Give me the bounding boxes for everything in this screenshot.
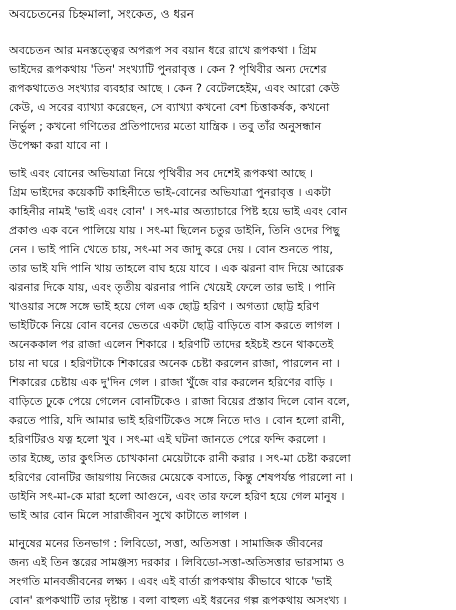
document-body bbox=[9, 41, 448, 610]
text-line: উপেক্ষা করা যাবে না । bbox=[9, 139, 108, 152]
paragraph bbox=[9, 164, 448, 525]
text-line: প্রকাণ্ড এক বনে পালিয়ে যায় । সৎ-মা ছিলেন চতুর ডাইনি, তিনি ওদের পিছু bbox=[9, 224, 340, 237]
text-line: হরিণটিরও যত্ন হলো খুব । সৎ-মা এই ঘটনা জানতে পেরে ফন্দি করলো । bbox=[9, 433, 326, 446]
text-line: জন্য এই তিন স্তরের সামঞ্জস্য দরকার । লিবিডো-সত্তা-অতিসত্তার ভারসাম্য ও bbox=[9, 556, 345, 569]
text-line: ভাই এবং বোনের অভিযাত্রা নিয়ে পৃথিবীর সব দেশেই রূপকথা আছে । bbox=[9, 167, 314, 180]
text-line: হরিণের বোনটির জায়গায় নিজের মেয়েকে বসাতে, কিন্তু শেষপর্যন্ত পারলো না । bbox=[9, 471, 354, 484]
text-line: তার ভাই যদি পানি খায় তাহলে বাঘ হয়ে যাবে । এক ঝরনা বাদ দিয়ে আরেক bbox=[9, 262, 344, 275]
text-line: অনেককাল পর রাজা এলেন শিকারে । হরিণটি তাদের হইচই শুনে থাকতেই bbox=[9, 338, 334, 351]
text-line: খাওয়ার সঙ্গে সঙ্গে ভাই হয়ে গেল এক ছোট্ট হরিণ । অগত্যা ছোট্ট হরিণ bbox=[9, 300, 320, 313]
paragraph bbox=[9, 41, 448, 155]
text-line: নেন । ভাই পানি খেতে চায়, সৎ-মা সব জাদু করে দেয় । বোন শুনতে পায়, bbox=[9, 243, 333, 256]
text-line: কাহিনীর নামই 'ভাই এবং বোন' । সৎ-মার অত্যাচারে পিষ্ট হয়ে ভাই এবং বোন bbox=[9, 205, 348, 218]
text-line: সংগতি মানবজীবনের লক্ষ্য । এবং এই বার্তা রূপকথায় কীভাবে থাকে 'ভাই bbox=[9, 575, 332, 588]
text-line: করতে পারি, যদি আমার ভাই হরিণটিকেও সঙ্গে নিতে দাও । বোন হলো রানী, bbox=[9, 414, 345, 427]
text-line: গ্রিম ভাইদের কয়েকটি কাহিনীতে ভাই-বোনের অভিযাত্রা পুনরাবৃত্ত । একটা bbox=[9, 186, 331, 199]
text-line: তার ইচ্ছে, তার কুৎসিত চোখকানা মেয়েটাকে রানী করার । সৎ-মা চেষ্টা করলো bbox=[9, 452, 351, 465]
text-line: ভাই আর বোন মিলে সারাজীবন সুখে কাটাতে লাগল । bbox=[9, 509, 247, 522]
document-title: অবচেতনের চিহ্নমালা, সংকেত, ও ধরন bbox=[9, 7, 194, 21]
text-line: রূপকথাতেও সংখ্যার ব্যবহার আছে । কেন ? বেটেলহেইম, এবং আরো কেউ bbox=[9, 82, 340, 95]
text-line: ঝরনার দিকে যায়, এবং তৃতীয় ঝরনার পানি খেয়েই ফেলে তার ভাই । পানি bbox=[9, 281, 336, 294]
text-line: বোন' রূপকথাটি তার দৃষ্টান্ত । বলা বাহুল্য এই ধরনের গল্প রূপকথায় অসংখ্য । bbox=[9, 594, 347, 607]
text-line: ডাইনি সৎ-মা-কে মারা হলো আগুনে, এবং তার ফলে হরিণ হয়ে গেল মানুষ । bbox=[9, 490, 345, 503]
text-line: মানুষের মনের তিনভাগ : লিবিডো, সত্তা, অতিসত্তা । সামাজিক জীবনের bbox=[9, 537, 323, 550]
text-line: অবচেতন আর মনস্তত্ত্বের অপরূপ সব বয়ান ধরে রাখে রূপকথা । গ্রিম bbox=[9, 44, 317, 57]
text-line: ভাইটিকে নিয়ে বোন বনের ভেতরে একটা ছোট্ট বাড়িতে বাস করতে লাগল । bbox=[9, 319, 341, 332]
text-line: শিকারের চেষ্টায় এক দু'দিন গেল । রাজা খুঁজে বার করলেন হরিণের বাড়ি । bbox=[9, 376, 333, 389]
text-line: কেউ, এ সবের ব্যাখ্যা করেছেন, সে ব্যাখ্যা কখনো বেশ চিত্তাকর্ষক, কখনো bbox=[9, 101, 330, 114]
text-line: ভাইদের রূপকথায় 'তিন' সংখ্যাটি পুনরাবৃত্ত । কেন ? পৃথিবীর অন্য দেশের bbox=[9, 63, 327, 76]
text-line: চায় না ঘরে । হরিণটাকে শিকারের অনেক চেষ্টা করলেন রাজা, পারলেন না । bbox=[9, 357, 340, 370]
text-line: বাড়িতে ঢুকে পেয়ে গেলেন বোনটিকেও । রাজা বিয়ের প্রস্তাব দিলে বোন বলে, bbox=[9, 395, 350, 408]
text-line: নির্ভুল ; কখনো গণিতের প্রতিপাদ্যের মতো যান্ত্রিক । তবু তাঁর অনুসন্ধান bbox=[9, 120, 322, 133]
paragraph bbox=[9, 534, 448, 610]
